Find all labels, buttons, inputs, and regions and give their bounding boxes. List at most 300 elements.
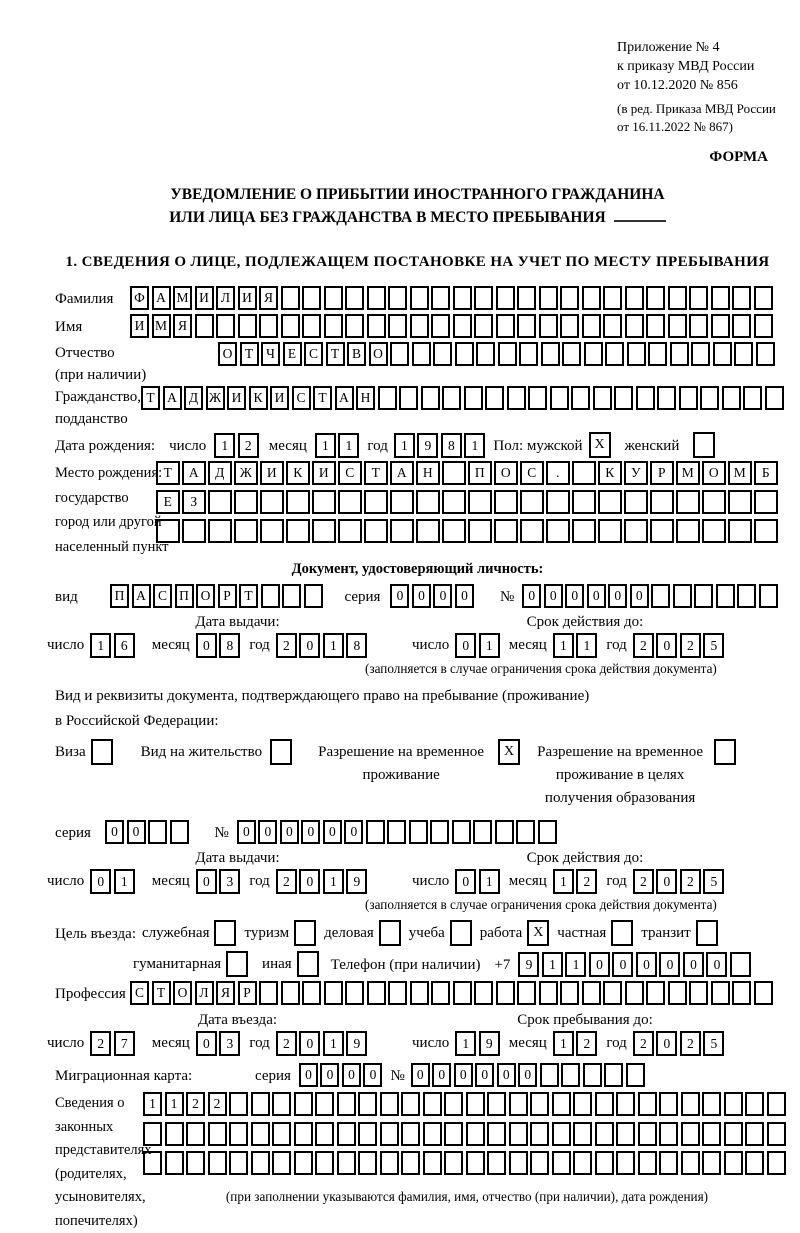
char-cell[interactable] [416,519,440,543]
char-cell[interactable] [378,386,397,410]
char-cell[interactable] [401,1122,420,1146]
char-cell[interactable] [431,314,450,338]
char-cell[interactable] [716,584,735,608]
char-cell[interactable] [260,519,284,543]
char-cell[interactable] [388,314,407,338]
char-cell[interactable] [517,314,536,338]
char-cell[interactable]: 0 [299,1063,318,1087]
sex-female-checkbox[interactable] [693,432,715,458]
char-cell[interactable]: И [312,461,336,485]
char-cell[interactable] [681,1122,700,1146]
char-cell[interactable] [410,286,429,310]
char-cell[interactable] [148,820,167,844]
char-cell[interactable] [616,1122,635,1146]
char-cell[interactable] [673,584,692,608]
char-cell[interactable] [732,286,751,310]
char-cell[interactable]: Я [216,981,235,1005]
char-cell[interactable]: Ф [130,286,149,310]
char-cell[interactable]: 2 [680,633,701,658]
char-cell[interactable] [474,981,493,1005]
char-cell[interactable]: 0 [455,584,474,608]
char-cell[interactable] [509,1092,528,1116]
char-cell[interactable]: 0 [363,1063,382,1087]
purpose-rabota-checkbox[interactable]: X [527,920,549,946]
char-cell[interactable] [517,981,536,1005]
char-cell[interactable]: 1 [143,1092,162,1116]
char-cell[interactable] [745,1151,764,1175]
char-cell[interactable]: Р [218,584,237,608]
char-cell[interactable]: 1 [315,433,336,458]
char-cell[interactable] [734,342,753,366]
char-cell[interactable] [767,1122,786,1146]
char-cell[interactable]: 0 [390,584,409,608]
char-cell[interactable] [143,1151,162,1175]
char-cell[interactable] [182,519,206,543]
char-cell[interactable] [473,820,492,844]
char-cell[interactable] [540,1063,559,1087]
char-cell[interactable]: И [238,286,257,310]
char-cell[interactable] [541,342,560,366]
char-cell[interactable]: 9 [417,433,438,458]
char-cell[interactable] [466,1151,485,1175]
char-cell[interactable] [474,286,493,310]
char-cell[interactable] [765,386,784,410]
char-cell[interactable] [423,1092,442,1116]
char-cell[interactable] [728,490,752,514]
char-cell[interactable] [324,314,343,338]
char-cell[interactable] [229,1092,248,1116]
char-cell[interactable] [165,1151,184,1175]
char-cell[interactable] [539,981,558,1005]
char-cell[interactable] [691,342,710,366]
char-cell[interactable] [412,342,431,366]
char-cell[interactable] [572,490,596,514]
char-cell[interactable] [315,1122,334,1146]
char-cell[interactable]: 5 [703,869,724,894]
char-cell[interactable] [670,342,689,366]
char-cell[interactable] [416,490,440,514]
char-cell[interactable]: И [130,314,149,338]
char-cell[interactable]: 0 [299,1031,320,1056]
char-cell[interactable] [272,1151,291,1175]
char-cell[interactable] [573,1151,592,1175]
char-cell[interactable] [517,286,536,310]
char-cell[interactable]: И [195,286,214,310]
char-cell[interactable] [732,981,751,1005]
char-cell[interactable] [582,314,601,338]
char-cell[interactable]: 9 [518,952,539,977]
char-cell[interactable] [410,981,429,1005]
char-cell[interactable]: 2 [276,633,297,658]
char-cell[interactable] [498,342,517,366]
char-cell[interactable]: И [260,461,284,485]
char-cell[interactable] [487,1122,506,1146]
char-cell[interactable] [208,1122,227,1146]
char-cell[interactable] [624,490,648,514]
char-cell[interactable]: 0 [299,869,320,894]
char-cell[interactable]: П [175,584,194,608]
char-cell[interactable]: 0 [612,952,633,977]
char-cell[interactable] [552,1122,571,1146]
char-cell[interactable]: Я [259,286,278,310]
char-cell[interactable] [724,1151,743,1175]
char-cell[interactable] [358,1122,377,1146]
char-cell[interactable] [364,519,388,543]
char-cell[interactable]: 0 [656,869,677,894]
char-cell[interactable] [754,314,773,338]
char-cell[interactable] [546,519,570,543]
char-cell[interactable]: 1 [338,433,359,458]
char-cell[interactable] [759,584,778,608]
char-cell[interactable]: К [598,461,622,485]
char-cell[interactable]: 9 [479,1031,500,1056]
char-cell[interactable] [754,490,778,514]
char-cell[interactable] [390,519,414,543]
char-cell[interactable] [442,461,466,485]
char-cell[interactable]: Л [216,286,235,310]
char-cell[interactable]: 0 [659,952,680,977]
char-cell[interactable] [679,386,698,410]
char-cell[interactable] [345,981,364,1005]
char-cell[interactable] [165,1122,184,1146]
char-cell[interactable] [143,1122,162,1146]
char-cell[interactable] [358,1092,377,1116]
char-cell[interactable] [433,342,452,366]
char-cell[interactable]: 1 [90,633,111,658]
char-cell[interactable] [604,1063,623,1087]
visa-checkbox[interactable] [91,739,113,765]
purpose-turizm-checkbox[interactable] [294,920,316,946]
char-cell[interactable] [338,490,362,514]
char-cell[interactable]: 1 [553,869,574,894]
char-cell[interactable]: Б [754,461,778,485]
char-cell[interactable]: 0 [544,584,563,608]
char-cell[interactable] [272,1122,291,1146]
char-cell[interactable] [676,519,700,543]
char-cell[interactable] [251,1092,270,1116]
char-cell[interactable] [722,386,741,410]
purpose-chastnaya-checkbox[interactable] [611,920,633,946]
char-cell[interactable] [530,1092,549,1116]
char-cell[interactable] [754,286,773,310]
char-cell[interactable] [452,820,471,844]
char-cell[interactable] [700,386,719,410]
char-cell[interactable]: Ч [261,342,280,366]
char-cell[interactable] [756,342,775,366]
char-cell[interactable]: 8 [219,633,240,658]
char-cell[interactable]: С [153,584,172,608]
char-cell[interactable]: С [130,981,149,1005]
char-cell[interactable]: Я [173,314,192,338]
char-cell[interactable] [494,490,518,514]
char-cell[interactable]: О [369,342,388,366]
char-cell[interactable] [636,386,655,410]
char-cell[interactable] [516,820,535,844]
char-cell[interactable]: Ж [206,386,225,410]
char-cell[interactable]: 1 [565,952,586,977]
char-cell[interactable] [186,1122,205,1146]
char-cell[interactable]: И [270,386,289,410]
char-cell[interactable]: 6 [114,633,135,658]
char-cell[interactable]: 1 [114,869,135,894]
char-cell[interactable]: 7 [114,1031,135,1056]
char-cell[interactable]: С [292,386,311,410]
char-cell[interactable] [496,286,515,310]
char-cell[interactable] [495,820,514,844]
char-cell[interactable]: 1 [165,1092,184,1116]
temp-residence-edu-checkbox[interactable] [714,739,736,765]
char-cell[interactable] [651,584,670,608]
char-cell[interactable] [538,820,557,844]
char-cell[interactable]: 0 [497,1063,516,1087]
char-cell[interactable]: 0 [630,584,649,608]
char-cell[interactable] [560,981,579,1005]
char-cell[interactable] [294,1122,313,1146]
char-cell[interactable]: Н [416,461,440,485]
char-cell[interactable] [186,1151,205,1175]
char-cell[interactable] [485,386,504,410]
char-cell[interactable]: К [286,461,310,485]
char-cell[interactable] [430,820,449,844]
char-cell[interactable]: 0 [522,584,541,608]
char-cell[interactable] [659,1151,678,1175]
char-cell[interactable]: 0 [565,584,584,608]
char-cell[interactable]: 0 [608,584,627,608]
char-cell[interactable] [552,1092,571,1116]
char-cell[interactable]: 0 [589,952,610,977]
char-cell[interactable] [668,314,687,338]
char-cell[interactable] [595,1122,614,1146]
char-cell[interactable] [281,981,300,1005]
char-cell[interactable] [648,342,667,366]
char-cell[interactable] [337,1122,356,1146]
char-cell[interactable]: 5 [703,633,724,658]
char-cell[interactable] [409,820,428,844]
char-cell[interactable] [689,286,708,310]
char-cell[interactable]: . [546,461,570,485]
char-cell[interactable] [474,314,493,338]
char-cell[interactable] [464,386,483,410]
char-cell[interactable]: 9 [346,869,367,894]
purpose-inaya-checkbox[interactable] [297,951,319,977]
char-cell[interactable] [582,981,601,1005]
char-cell[interactable] [345,286,364,310]
char-cell[interactable] [681,1151,700,1175]
char-cell[interactable]: 0 [455,633,476,658]
char-cell[interactable]: 1 [323,633,344,658]
char-cell[interactable] [410,314,429,338]
char-cell[interactable] [546,490,570,514]
char-cell[interactable] [337,1151,356,1175]
char-cell[interactable] [743,386,762,410]
char-cell[interactable]: 0 [196,869,217,894]
char-cell[interactable] [713,342,732,366]
char-cell[interactable]: Н [356,386,375,410]
char-cell[interactable] [380,1122,399,1146]
char-cell[interactable] [401,1092,420,1116]
char-cell[interactable]: А [390,461,414,485]
purpose-ucheba-checkbox[interactable] [450,920,472,946]
char-cell[interactable] [659,1092,678,1116]
char-cell[interactable]: 0 [656,633,677,658]
char-cell[interactable] [259,314,278,338]
char-cell[interactable] [530,1151,549,1175]
char-cell[interactable]: 1 [576,633,597,658]
char-cell[interactable]: В [347,342,366,366]
char-cell[interactable]: 0 [433,584,452,608]
char-cell[interactable] [584,342,603,366]
char-cell[interactable] [315,1092,334,1116]
char-cell[interactable] [388,981,407,1005]
char-cell[interactable]: М [152,314,171,338]
char-cell[interactable] [689,314,708,338]
char-cell[interactable] [767,1151,786,1175]
char-cell[interactable] [603,314,622,338]
char-cell[interactable]: О [196,584,215,608]
char-cell[interactable] [345,314,364,338]
char-cell[interactable]: 1 [214,433,235,458]
char-cell[interactable]: О [173,981,192,1005]
char-cell[interactable]: А [152,286,171,310]
char-cell[interactable]: 1 [394,433,415,458]
char-cell[interactable] [367,981,386,1005]
char-cell[interactable] [754,519,778,543]
char-cell[interactable] [494,519,518,543]
char-cell[interactable] [681,1092,700,1116]
char-cell[interactable] [583,1063,602,1087]
char-cell[interactable] [694,584,713,608]
char-cell[interactable]: 0 [518,1063,537,1087]
char-cell[interactable] [431,286,450,310]
char-cell[interactable] [259,981,278,1005]
char-cell[interactable] [595,1092,614,1116]
char-cell[interactable]: 0 [432,1063,451,1087]
char-cell[interactable]: 0 [127,820,146,844]
char-cell[interactable]: Ж [234,461,258,485]
char-cell[interactable] [208,490,232,514]
char-cell[interactable] [423,1151,442,1175]
char-cell[interactable] [539,286,558,310]
char-cell[interactable] [657,386,676,410]
char-cell[interactable] [702,490,726,514]
char-cell[interactable] [294,1092,313,1116]
char-cell[interactable]: О [218,342,237,366]
char-cell[interactable] [195,314,214,338]
char-cell[interactable] [646,981,665,1005]
char-cell[interactable] [702,1151,721,1175]
char-cell[interactable] [711,981,730,1005]
char-cell[interactable]: Д [184,386,203,410]
char-cell[interactable]: С [304,342,323,366]
char-cell[interactable] [431,981,450,1005]
char-cell[interactable]: 2 [576,1031,597,1056]
char-cell[interactable]: С [520,461,544,485]
char-cell[interactable]: 1 [542,952,563,977]
char-cell[interactable] [711,286,730,310]
char-cell[interactable]: 0 [412,584,431,608]
char-cell[interactable] [550,386,569,410]
char-cell[interactable] [627,342,646,366]
char-cell[interactable]: 0 [196,1031,217,1056]
char-cell[interactable]: 0 [196,633,217,658]
char-cell[interactable] [229,1151,248,1175]
char-cell[interactable] [286,519,310,543]
char-cell[interactable]: М [728,461,752,485]
char-cell[interactable] [562,342,581,366]
char-cell[interactable] [390,490,414,514]
char-cell[interactable]: 0 [587,584,606,608]
char-cell[interactable]: Т [152,981,171,1005]
char-cell[interactable]: 1 [323,1031,344,1056]
char-cell[interactable] [423,1122,442,1146]
char-cell[interactable] [595,1151,614,1175]
char-cell[interactable] [315,1151,334,1175]
char-cell[interactable]: 2 [680,1031,701,1056]
char-cell[interactable] [261,584,280,608]
char-cell[interactable] [208,519,232,543]
char-cell[interactable] [286,490,310,514]
char-cell[interactable]: А [335,386,354,410]
char-cell[interactable]: П [468,461,492,485]
char-cell[interactable] [668,981,687,1005]
char-cell[interactable]: 1 [553,1031,574,1056]
char-cell[interactable] [625,286,644,310]
purpose-delovaya-checkbox[interactable] [379,920,401,946]
char-cell[interactable]: О [702,461,726,485]
char-cell[interactable] [728,519,752,543]
char-cell[interactable] [530,1122,549,1146]
char-cell[interactable] [476,342,495,366]
char-cell[interactable] [573,1122,592,1146]
char-cell[interactable]: 2 [186,1092,205,1116]
char-cell[interactable] [442,490,466,514]
char-cell[interactable] [234,490,258,514]
char-cell[interactable] [442,519,466,543]
char-cell[interactable]: 0 [280,820,299,844]
char-cell[interactable] [302,981,321,1005]
char-cell[interactable]: 0 [105,820,124,844]
char-cell[interactable] [528,386,547,410]
char-cell[interactable]: 0 [342,1063,361,1087]
char-cell[interactable] [573,1092,592,1116]
char-cell[interactable]: 3 [219,1031,240,1056]
char-cell[interactable] [251,1151,270,1175]
char-cell[interactable] [156,519,180,543]
char-cell[interactable]: 2 [680,869,701,894]
char-cell[interactable] [208,1151,227,1175]
char-cell[interactable] [444,1122,463,1146]
char-cell[interactable] [442,386,461,410]
temp-residence-checkbox[interactable]: X [498,739,520,765]
char-cell[interactable] [444,1092,463,1116]
char-cell[interactable] [571,386,590,410]
char-cell[interactable] [260,490,284,514]
char-cell[interactable] [453,286,472,310]
char-cell[interactable] [730,952,751,977]
char-cell[interactable] [312,519,336,543]
char-cell[interactable] [509,1151,528,1175]
char-cell[interactable]: 0 [656,1031,677,1056]
char-cell[interactable]: 5 [703,1031,724,1056]
char-cell[interactable]: К [249,386,268,410]
char-cell[interactable] [338,519,362,543]
purpose-gumanitarnaya-checkbox[interactable] [226,951,248,977]
char-cell[interactable] [676,490,700,514]
char-cell[interactable] [625,314,644,338]
char-cell[interactable] [650,519,674,543]
purpose-sluzhebnaya-checkbox[interactable] [214,920,236,946]
char-cell[interactable]: 2 [276,869,297,894]
